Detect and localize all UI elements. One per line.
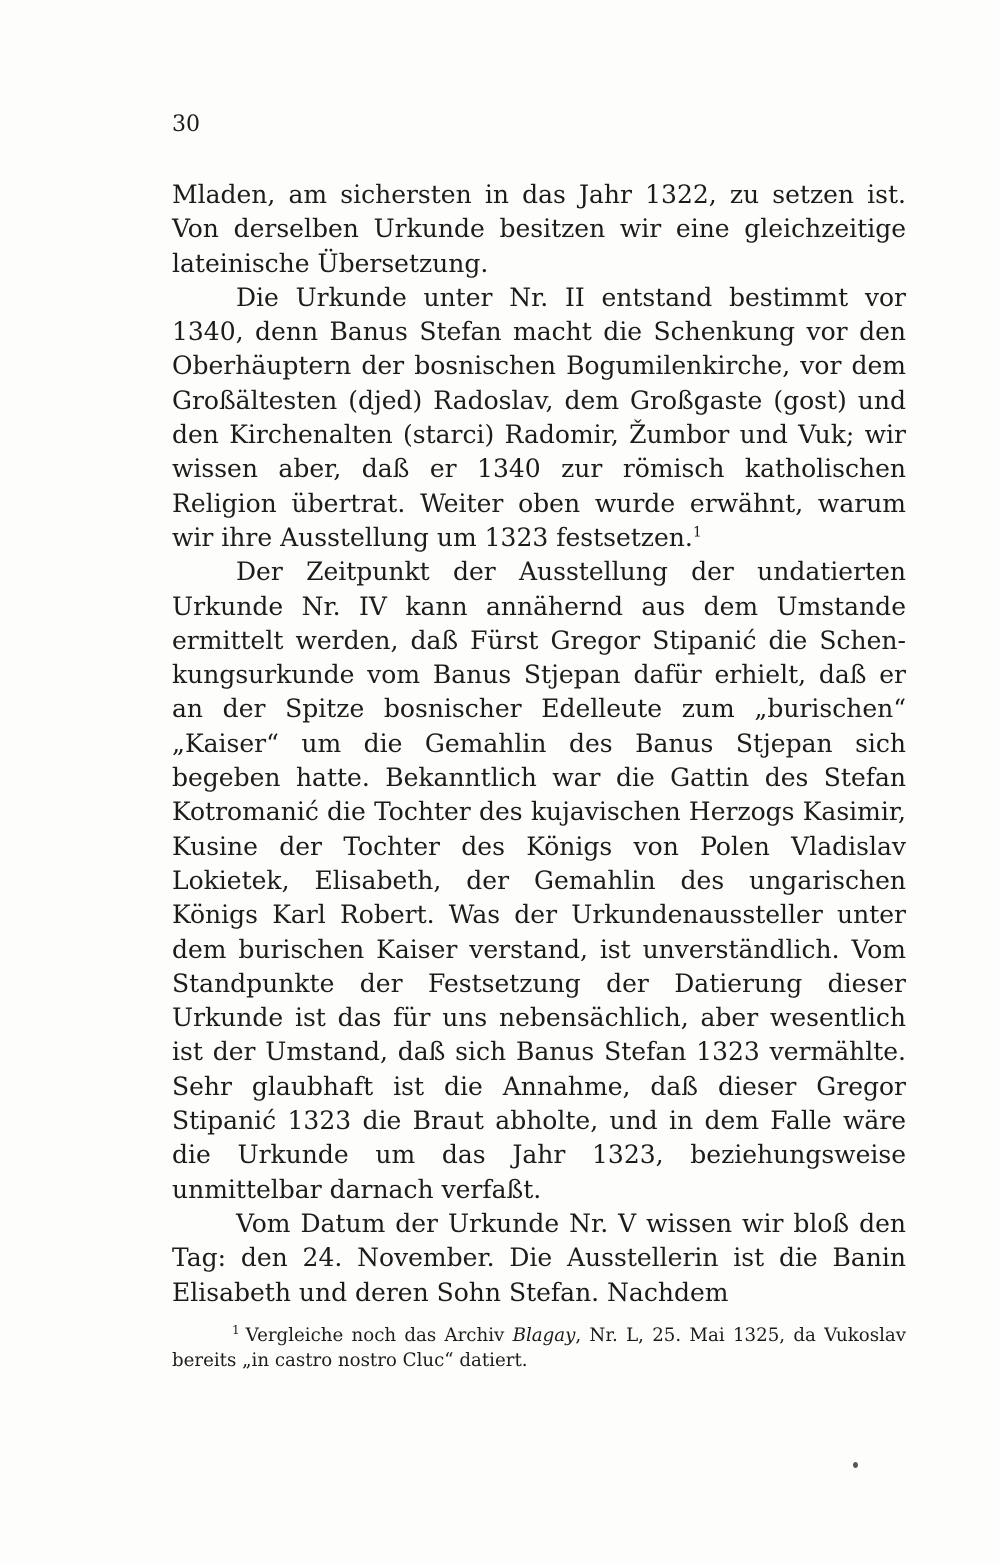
ink-speck: [853, 1462, 858, 1468]
footnote-reference[interactable]: 1: [692, 524, 702, 541]
paragraph-3: Der Zeitpunkt der Ausstellung der undatierten Urkunde Nr. IV kann annähernd aus dem Umstande ermittelt werden, daß Fürst Gregor Stipanić die Schenkungsurkunde vom Banus Stjepan dafür erhielt, daß er an der Spitze bosnischer Edelleute zum „burischen“ „Kaiser“ um die Gemahlin des Banus Stjepan sich begeben hatte. Bekanntlich war die Gattin des Stefan Kotromanić die Tochter des kujavischen Herzogs Kasimir, Kusine der Tochter des Königs von Polen Vladislav Lokietek, Elisabeth, der Gemahlin des ungarischen Königs Karl Robert. Was der Urkundenaussteller unter dem burischen Kaiser verstand, ist unverständlich. Vom Standpunkte der Festsetzung der Datierung dieser Urkunde ist das für uns nebensächlich, aber wesentlich ist der Umstand, daß sich Banus Stefan 1323 vermählte. Sehr glaubhaft ist die Annahme, daß dieser Gregor Stipanić 1323 die Braut abholte, und in dem Falle wäre die Urkunde um das Jahr 1323, beziehungsweise unmittelbar darnach verfaßt.: [172, 557, 906, 1204]
main-text: [172, 178, 906, 1310]
footnotes: [172, 1323, 906, 1373]
footnote-text-before: Vergleiche noch das Archiv: [245, 1325, 513, 1346]
footnote-1: [172, 1323, 906, 1373]
footnote-text-after: , Nr. L, 25. Mai 1325, da Vukoslav bereits „in castro nostro Cluc“ datiert.: [172, 1325, 907, 1371]
footnote-italic-name: Blagay: [512, 1325, 576, 1346]
paragraph-2: [172, 281, 906, 555]
page-number: 30: [172, 112, 200, 137]
footnote-marker: 1: [232, 1322, 240, 1337]
paragraph-1: Mladen, am sichersten in das Jahr 1322, zu setzen ist. Von derselben Urkunde besitzen wir eine gleichzeitige lateinische Übersetzung.: [172, 180, 906, 278]
paragraph-2-text: Die Urkunde unter Nr. II entstand bestimmt vor 1340, denn Banus Stefan macht die Schenkung vor den Oberhäuptern der bosnischen Bogumilenkirche, vor dem Großältesten (djed) Radoslav, dem Großgaste (gost) und den Kirchenalten (starci) Radomir, Žumbor und Vuk; wir wissen aber, daß er 1340 zur römisch katholischen Religion übertrat. Weiter oben wurde erwähnt, warum wir ihre Ausstellung um 1323 festsetzen.: [172, 282, 906, 552]
paragraph-4: Vom Datum der Urkunde Nr. V wissen wir bloß den Tag: den 24. November. Die Ausstellerin ist die Banin Elisabeth und deren Sohn Stefan. Nachdem: [172, 1208, 906, 1307]
